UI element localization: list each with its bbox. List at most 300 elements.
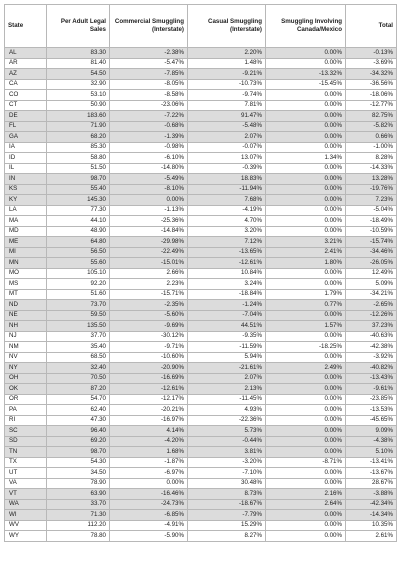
commercial-smuggling-cell: -16.97% [110,415,188,426]
commercial-smuggling-cell: -12.61% [110,384,188,395]
state-cell: VT [5,489,47,500]
header-row [5,5,397,48]
total-cell: 0.66% [346,132,397,143]
total-cell: -13.67% [346,468,397,479]
table-row [5,363,397,374]
state-cell: PA [5,405,47,416]
per-adult-sales-cell: 32.40 [47,363,110,374]
state-cell: KY [5,195,47,206]
total-cell: -18.49% [346,216,397,227]
per-adult-sales-cell: 64.80 [47,237,110,248]
state-cell: CO [5,90,47,101]
total-cell: -23.85% [346,394,397,405]
state-cell: TX [5,457,47,468]
commercial-smuggling-cell: -7.22% [110,111,188,122]
per-adult-sales-cell: 55.60 [47,258,110,269]
commercial-smuggling-cell: -0.68% [110,121,188,132]
casual-smuggling-cell: -11.59% [188,342,266,353]
casual-smuggling-cell: -3.20% [188,457,266,468]
commercial-smuggling-cell: -1.87% [110,457,188,468]
table-row [5,415,397,426]
table-row [5,58,397,69]
total-cell: -12.77% [346,100,397,111]
total-cell: -40.63% [346,331,397,342]
canada-mexico-smuggling-cell: 0.00% [266,478,346,489]
per-adult-sales-cell: 77.30 [47,205,110,216]
state-cell: IN [5,174,47,185]
state-cell: ND [5,300,47,311]
casual-smuggling-cell: 7.68% [188,195,266,206]
total-cell: 2.61% [346,531,397,542]
casual-smuggling-cell: -0.07% [188,142,266,153]
per-adult-sales-cell: 81.40 [47,58,110,69]
commercial-smuggling-cell: 0.00% [110,478,188,489]
casual-smuggling-cell: -11.94% [188,184,266,195]
total-cell: -34.32% [346,69,397,80]
table-row [5,100,397,111]
per-adult-sales-cell: 54.70 [47,394,110,405]
total-cell: -13.41% [346,457,397,468]
smuggling-table [4,4,397,542]
per-adult-sales-cell: 98.70 [47,447,110,458]
table-row [5,69,397,80]
table-row [5,405,397,416]
table-row [5,300,397,311]
per-adult-sales-cell: 32.90 [47,79,110,90]
table-row [5,247,397,258]
canada-mexico-smuggling-cell: 0.00% [266,373,346,384]
table-row [5,478,397,489]
state-cell: ID [5,153,47,164]
header-per-adult-legal-sales: Per Adult Legal Sales [47,5,110,48]
commercial-smuggling-cell: -0.98% [110,142,188,153]
commercial-smuggling-cell: -15.01% [110,258,188,269]
total-cell: 82.75% [346,111,397,122]
total-cell: -13.43% [346,373,397,384]
commercial-smuggling-cell: -7.85% [110,69,188,80]
casual-smuggling-cell: 7.81% [188,100,266,111]
table-body [5,48,397,542]
total-cell: -10.59% [346,226,397,237]
total-cell: -5.04% [346,205,397,216]
total-cell: -3.92% [346,352,397,363]
canada-mexico-smuggling-cell: 2.41% [266,247,346,258]
per-adult-sales-cell: 183.60 [47,111,110,122]
per-adult-sales-cell: 62.40 [47,405,110,416]
table-row [5,489,397,500]
per-adult-sales-cell: 44.10 [47,216,110,227]
casual-smuggling-cell: -22.36% [188,415,266,426]
table-row [5,237,397,248]
commercial-smuggling-cell: -1.13% [110,205,188,216]
state-cell: RI [5,415,47,426]
commercial-smuggling-cell: -8.10% [110,184,188,195]
header-canada-mexico-smuggling: Smuggling Involving Canada/Mexico [266,5,346,48]
per-adult-sales-cell: 98.70 [47,174,110,185]
table-row [5,142,397,153]
header-total: Total [346,5,397,48]
state-cell: FL [5,121,47,132]
canada-mexico-smuggling-cell: 0.00% [266,132,346,143]
table-row [5,384,397,395]
canada-mexico-smuggling-cell: 2.64% [266,499,346,510]
canada-mexico-smuggling-cell: 0.00% [266,384,346,395]
commercial-smuggling-cell: -5.47% [110,58,188,69]
state-cell: MD [5,226,47,237]
state-cell: SC [5,426,47,437]
canada-mexico-smuggling-cell: 0.00% [266,447,346,458]
casual-smuggling-cell: -18.67% [188,499,266,510]
table-row [5,195,397,206]
per-adult-sales-cell: 70.50 [47,373,110,384]
state-cell: NY [5,363,47,374]
state-cell: MA [5,216,47,227]
per-adult-sales-cell: 34.50 [47,468,110,479]
per-adult-sales-cell: 48.90 [47,226,110,237]
casual-smuggling-cell: -18.84% [188,289,266,300]
table-row [5,132,397,143]
commercial-smuggling-cell: -6.85% [110,510,188,521]
total-cell: -0.13% [346,48,397,59]
commercial-smuggling-cell: -5.60% [110,310,188,321]
per-adult-sales-cell: 56.50 [47,247,110,258]
state-cell: NJ [5,331,47,342]
casual-smuggling-cell: 2.20% [188,48,266,59]
table-row [5,331,397,342]
per-adult-sales-cell: 35.40 [47,342,110,353]
state-cell: MN [5,258,47,269]
canada-mexico-smuggling-cell: 1.80% [266,258,346,269]
table-row [5,184,397,195]
canada-mexico-smuggling-cell: 0.77% [266,300,346,311]
casual-smuggling-cell: -9.35% [188,331,266,342]
per-adult-sales-cell: 71.30 [47,510,110,521]
casual-smuggling-cell: 30.48% [188,478,266,489]
per-adult-sales-cell: 145.30 [47,195,110,206]
casual-smuggling-cell: -1.24% [188,300,266,311]
commercial-smuggling-cell: -5.90% [110,531,188,542]
casual-smuggling-cell: 4.70% [188,216,266,227]
casual-smuggling-cell: 3.81% [188,447,266,458]
commercial-smuggling-cell: -6.10% [110,153,188,164]
commercial-smuggling-cell: -8.58% [110,90,188,101]
state-cell: DE [5,111,47,122]
state-cell: TN [5,447,47,458]
state-cell: GA [5,132,47,143]
commercial-smuggling-cell: -14.80% [110,163,188,174]
total-cell: -34.46% [346,247,397,258]
state-cell: OR [5,394,47,405]
per-adult-sales-cell: 83.30 [47,48,110,59]
total-cell: -34.21% [346,289,397,300]
total-cell: -12.26% [346,310,397,321]
canada-mexico-smuggling-cell: 0.00% [266,226,346,237]
state-cell: WV [5,520,47,531]
table-row [5,310,397,321]
state-cell: WA [5,499,47,510]
per-adult-sales-cell: 96.40 [47,426,110,437]
commercial-smuggling-cell: -1.39% [110,132,188,143]
canada-mexico-smuggling-cell: 0.00% [266,100,346,111]
commercial-smuggling-cell: -22.49% [110,247,188,258]
commercial-smuggling-cell: -4.20% [110,436,188,447]
canada-mexico-smuggling-cell: 0.00% [266,426,346,437]
commercial-smuggling-cell: -5.49% [110,174,188,185]
state-cell: WI [5,510,47,521]
table-row [5,153,397,164]
canada-mexico-smuggling-cell: 1.79% [266,289,346,300]
total-cell: -2.65% [346,300,397,311]
state-cell: MS [5,279,47,290]
canada-mexico-smuggling-cell: 0.00% [266,531,346,542]
total-cell: -9.61% [346,384,397,395]
casual-smuggling-cell: -12.61% [188,258,266,269]
state-cell: LA [5,205,47,216]
casual-smuggling-cell: 15.29% [188,520,266,531]
commercial-smuggling-cell: -2.35% [110,300,188,311]
casual-smuggling-cell: 18.83% [188,174,266,185]
casual-smuggling-cell: 4.93% [188,405,266,416]
casual-smuggling-cell: 2.07% [188,373,266,384]
per-adult-sales-cell: 59.50 [47,310,110,321]
per-adult-sales-cell: 50.90 [47,100,110,111]
state-cell: OH [5,373,47,384]
casual-smuggling-cell: -0.44% [188,436,266,447]
casual-smuggling-cell: -7.79% [188,510,266,521]
table-row [5,90,397,101]
state-cell: CT [5,100,47,111]
total-cell: 12.49% [346,268,397,279]
total-cell: 8.28% [346,153,397,164]
casual-smuggling-cell: -9.74% [188,90,266,101]
casual-smuggling-cell: 8.73% [188,489,266,500]
casual-smuggling-cell: -7.04% [188,310,266,321]
commercial-smuggling-cell: 0.00% [110,195,188,206]
commercial-smuggling-cell: -6.97% [110,468,188,479]
total-cell: -14.34% [346,510,397,521]
canada-mexico-smuggling-cell: 3.21% [266,237,346,248]
commercial-smuggling-cell: -16.46% [110,489,188,500]
total-cell: -15.74% [346,237,397,248]
commercial-smuggling-cell: -10.60% [110,352,188,363]
total-cell: -19.76% [346,184,397,195]
state-cell: NH [5,321,47,332]
table-row [5,426,397,437]
table-row [5,531,397,542]
commercial-smuggling-cell: -20.21% [110,405,188,416]
casual-smuggling-cell: -7.10% [188,468,266,479]
casual-smuggling-cell: 3.24% [188,279,266,290]
total-cell: -3.88% [346,489,397,500]
per-adult-sales-cell: 135.50 [47,321,110,332]
table-row [5,394,397,405]
canada-mexico-smuggling-cell: 0.00% [266,184,346,195]
commercial-smuggling-cell: -12.17% [110,394,188,405]
commercial-smuggling-cell: -4.91% [110,520,188,531]
commercial-smuggling-cell: -14.84% [110,226,188,237]
canada-mexico-smuggling-cell: 0.00% [266,58,346,69]
table-row [5,499,397,510]
per-adult-sales-cell: 69.20 [47,436,110,447]
per-adult-sales-cell: 78.90 [47,478,110,489]
casual-smuggling-cell: -10.73% [188,79,266,90]
commercial-smuggling-cell: -9.69% [110,321,188,332]
commercial-smuggling-cell: -15.71% [110,289,188,300]
smuggling-table-container [4,4,396,542]
canada-mexico-smuggling-cell: 0.00% [266,174,346,185]
per-adult-sales-cell: 105.10 [47,268,110,279]
commercial-smuggling-cell: -9.71% [110,342,188,353]
state-cell: OK [5,384,47,395]
table-row [5,163,397,174]
total-cell: -26.05% [346,258,397,269]
commercial-smuggling-cell: -30.12% [110,331,188,342]
table-row [5,268,397,279]
per-adult-sales-cell: 73.70 [47,300,110,311]
state-cell: AZ [5,69,47,80]
total-cell: -4.38% [346,436,397,447]
total-cell: 13.28% [346,174,397,185]
commercial-smuggling-cell: -20.90% [110,363,188,374]
commercial-smuggling-cell: -29.98% [110,237,188,248]
commercial-smuggling-cell: 4.14% [110,426,188,437]
commercial-smuggling-cell: -25.36% [110,216,188,227]
canada-mexico-smuggling-cell: 0.00% [266,468,346,479]
per-adult-sales-cell: 78.80 [47,531,110,542]
per-adult-sales-cell: 68.50 [47,352,110,363]
per-adult-sales-cell: 33.70 [47,499,110,510]
state-cell: WY [5,531,47,542]
casual-smuggling-cell: -21.61% [188,363,266,374]
per-adult-sales-cell: 71.90 [47,121,110,132]
total-cell: -45.65% [346,415,397,426]
table-row [5,436,397,447]
header-casual-smuggling: Casual Smuggling (Interstate) [188,5,266,48]
table-row [5,258,397,269]
casual-smuggling-cell: 10.84% [188,268,266,279]
state-cell: ME [5,237,47,248]
canada-mexico-smuggling-cell: 0.00% [266,436,346,447]
total-cell: -42.38% [346,342,397,353]
per-adult-sales-cell: 55.40 [47,184,110,195]
total-cell: 9.09% [346,426,397,437]
table-row [5,447,397,458]
canada-mexico-smuggling-cell: -15.45% [266,79,346,90]
casual-smuggling-cell: -9.21% [188,69,266,80]
casual-smuggling-cell: -5.48% [188,121,266,132]
total-cell: 10.35% [346,520,397,531]
per-adult-sales-cell: 92.20 [47,279,110,290]
canada-mexico-smuggling-cell: 2.49% [266,363,346,374]
state-cell: MO [5,268,47,279]
canada-mexico-smuggling-cell: 0.00% [266,205,346,216]
commercial-smuggling-cell: 2.23% [110,279,188,290]
canada-mexico-smuggling-cell: 0.00% [266,310,346,321]
state-cell: SD [5,436,47,447]
state-cell: AL [5,48,47,59]
per-adult-sales-cell: 51.50 [47,163,110,174]
casual-smuggling-cell: -11.45% [188,394,266,405]
per-adult-sales-cell: 37.70 [47,331,110,342]
total-cell: 5.10% [346,447,397,458]
commercial-smuggling-cell: -16.69% [110,373,188,384]
canada-mexico-smuggling-cell: 0.00% [266,415,346,426]
header-state: State [5,5,47,48]
total-cell: -5.82% [346,121,397,132]
state-cell: KS [5,184,47,195]
canada-mexico-smuggling-cell: 0.00% [266,90,346,101]
canada-mexico-smuggling-cell: 0.00% [266,394,346,405]
casual-smuggling-cell: 8.27% [188,531,266,542]
table-row [5,342,397,353]
total-cell: 37.23% [346,321,397,332]
canada-mexico-smuggling-cell: 0.00% [266,216,346,227]
canada-mexico-smuggling-cell: 0.00% [266,195,346,206]
table-row [5,121,397,132]
canada-mexico-smuggling-cell: 0.00% [266,331,346,342]
total-cell: -14.33% [346,163,397,174]
state-cell: UT [5,468,47,479]
total-cell: 7.23% [346,195,397,206]
table-row [5,510,397,521]
per-adult-sales-cell: 51.60 [47,289,110,300]
table-row [5,174,397,185]
state-cell: NE [5,310,47,321]
per-adult-sales-cell: 54.50 [47,69,110,80]
table-row [5,111,397,122]
state-cell: MI [5,247,47,258]
casual-smuggling-cell: 2.07% [188,132,266,143]
canada-mexico-smuggling-cell: 0.00% [266,510,346,521]
per-adult-sales-cell: 87.20 [47,384,110,395]
total-cell: -40.82% [346,363,397,374]
total-cell: -18.06% [346,90,397,101]
commercial-smuggling-cell: 2.66% [110,268,188,279]
casual-smuggling-cell: 5.94% [188,352,266,363]
canada-mexico-smuggling-cell: 0.00% [266,279,346,290]
canada-mexico-smuggling-cell: 1.34% [266,153,346,164]
table-row [5,520,397,531]
table-row [5,216,397,227]
canada-mexico-smuggling-cell: 0.00% [266,121,346,132]
casual-smuggling-cell: -13.65% [188,247,266,258]
total-cell: -36.56% [346,79,397,90]
canada-mexico-smuggling-cell: -18.25% [266,342,346,353]
casual-smuggling-cell: 1.48% [188,58,266,69]
casual-smuggling-cell: 5.73% [188,426,266,437]
total-cell: -13.53% [346,405,397,416]
total-cell: -3.69% [346,58,397,69]
commercial-smuggling-cell: -24.73% [110,499,188,510]
per-adult-sales-cell: 47.30 [47,415,110,426]
table-header [5,5,397,48]
commercial-smuggling-cell: -8.05% [110,79,188,90]
per-adult-sales-cell: 54.30 [47,457,110,468]
state-cell: MT [5,289,47,300]
canada-mexico-smuggling-cell: -13.32% [266,69,346,80]
table-row [5,79,397,90]
state-cell: NM [5,342,47,353]
casual-smuggling-cell: 91.47% [188,111,266,122]
canada-mexico-smuggling-cell: 0.00% [266,268,346,279]
table-row [5,321,397,332]
casual-smuggling-cell: 3.20% [188,226,266,237]
total-cell: 5.09% [346,279,397,290]
table-row [5,289,397,300]
table-row [5,279,397,290]
canada-mexico-smuggling-cell: 0.00% [266,520,346,531]
casual-smuggling-cell: 2.13% [188,384,266,395]
